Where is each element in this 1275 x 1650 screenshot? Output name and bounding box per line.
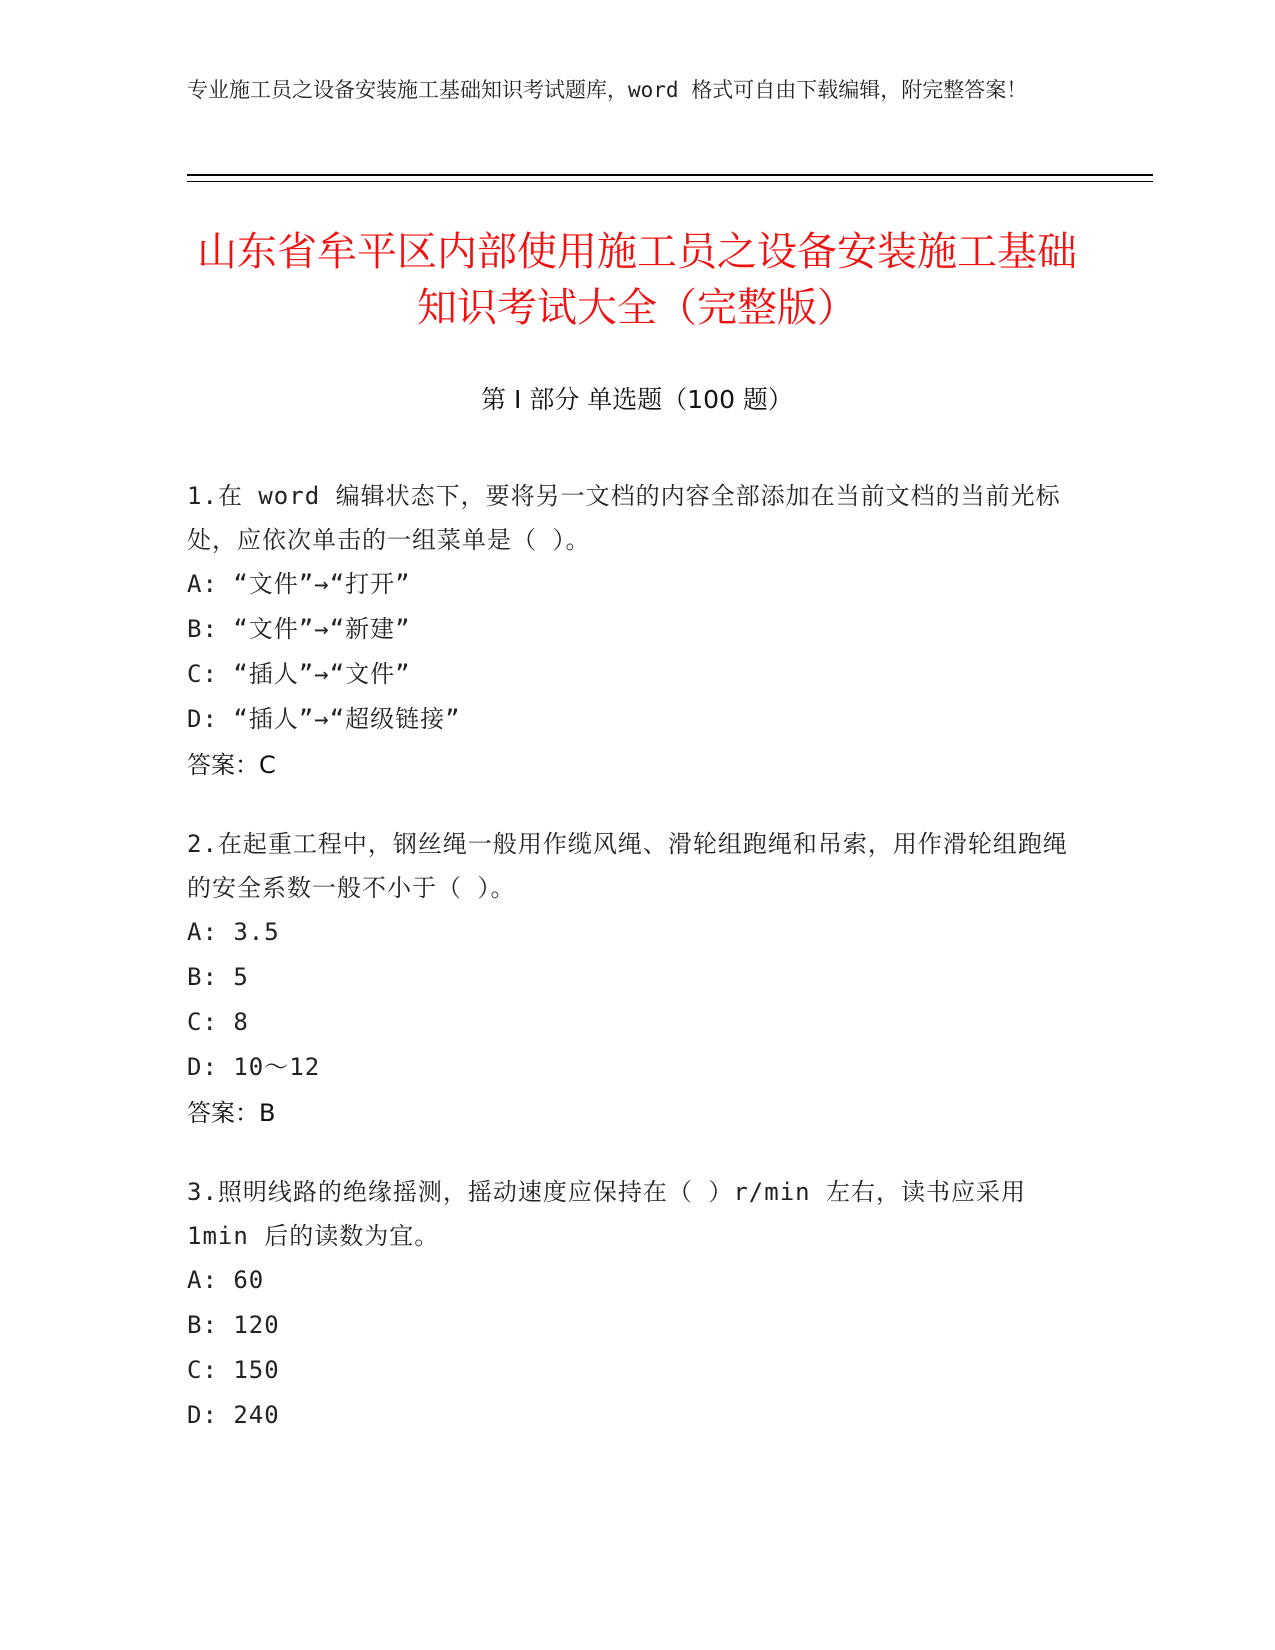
- question-3: [187, 1170, 1077, 1438]
- header-divider: [187, 174, 1153, 176]
- option-b: B: 120: [187, 1311, 280, 1339]
- answer: 答案：B: [187, 1099, 276, 1127]
- section-title: 第 I 部分 单选题（100 题）: [481, 385, 793, 414]
- question-stem: 3.照明线路的绝缘摇测，摇动速度应保持在（ ）r/min 左右，读书应采用 1min 后的读数为宜。: [187, 1178, 1027, 1250]
- document-title: 山东省牟平区内部使用施工员之设备安装施工基础知识考试大全（完整版）: [197, 229, 1077, 331]
- option-d: D: 10～12: [187, 1053, 321, 1081]
- option-c: C: 8: [187, 1008, 249, 1036]
- option-c: C: “插人”→“文件”: [187, 660, 411, 688]
- question-2: [187, 822, 1077, 1136]
- option-b: B: 5: [187, 963, 249, 991]
- header-divider-thin: [187, 181, 1153, 182]
- answer: 答案：C: [187, 751, 276, 779]
- question-stem: 1.在 word 编辑状态下，要将另一文档的内容全部添加在当前文档的当前光标处，应依次单击的一组菜单是（ ）。: [187, 482, 1061, 554]
- header-note: 专业施工员之设备安装施工基础知识考试题库，word 格式可自由下载编辑，附完整答案！: [187, 78, 1028, 102]
- option-a: A: 3.5: [187, 918, 280, 946]
- option-c: C: 150: [187, 1356, 280, 1384]
- option-b: B: “文件”→“新建”: [187, 615, 411, 643]
- option-d: D: “插人”→“超级链接”: [187, 705, 461, 733]
- question-stem: 2.在起重工程中，钢丝绳一般用作缆风绳、滑轮组跑绳和吊索，用作滑轮组跑绳的安全系数一般不小于（ ）。: [187, 830, 1068, 902]
- question-1: [187, 474, 1077, 788]
- option-a: A: “文件”→“打开”: [187, 570, 411, 598]
- question-list: [187, 474, 1077, 1472]
- option-d: D: 240: [187, 1401, 280, 1429]
- option-a: A: 60: [187, 1266, 265, 1294]
